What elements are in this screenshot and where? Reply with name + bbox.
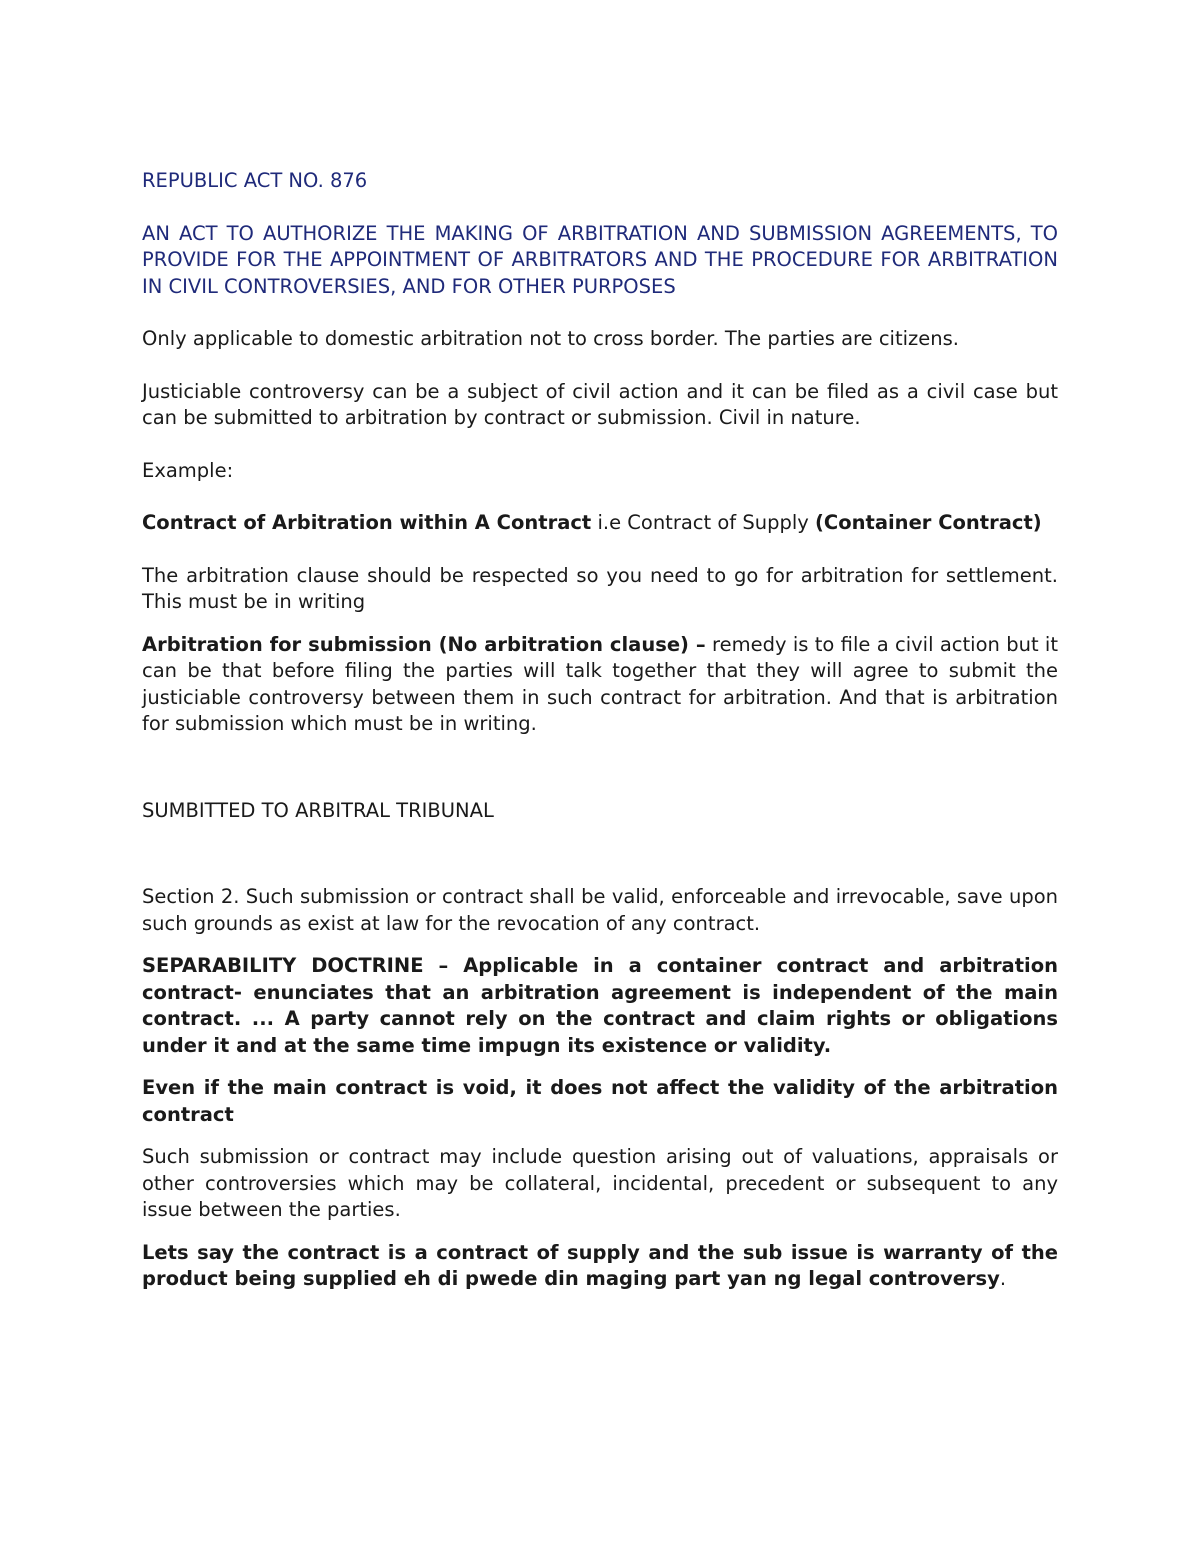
- supply-warranty-paragraph: [142, 1240, 1058, 1293]
- paragraph-justiciable: Justiciable controversy can be a subject of civil action and it can be filed as a civil case but can be submitted to arbitration by contract or submission. Civil in nature.: [142, 379, 1058, 429]
- lets-say-period: .: [999, 1267, 1007, 1290]
- submitted-heading: SUMBITTED TO ARBITRAL TRIBUNAL: [142, 798, 494, 822]
- contract-bold-tail: (Container Contract): [815, 511, 1042, 534]
- contract-bold-lead: Contract of Arbitration within A Contract: [142, 511, 592, 534]
- contract-normal-text: i.e Contract of Supply: [591, 511, 816, 534]
- submission-bold-lead: Arbitration for submission (No arbitration clause) –: [142, 632, 706, 656]
- section-2-paragraph: Section 2. Such submission or contract shall be valid, enforceable and irrevocable, save upon such grounds as exist at law for the revocation of any contract.: [142, 885, 1058, 935]
- separability-doctrine-paragraph: SEPARABILITY DOCTRINE – Applicable in a container contract and arbitration contract- enunciates that an arbitration agreement is independent of the main contract. ... A party cannot rely on the contract and claim rights or obligations under it and at the same time impugn its existence or validity.: [142, 954, 1058, 1057]
- paragraph-arbitration-clause: The arbitration clause should be respected so you need to go for arbitration for settlement. This must be in writing: [142, 563, 1058, 613]
- act-title: AN ACT TO AUTHORIZE THE MAKING OF ARBITRATION AND SUBMISSION AGREEMENTS, TO PROVIDE FOR THE APPOINTMENT OF ARBITRATORS AND THE PROCEDURE FOR ARBITRATION IN CIVIL CONTROVERSIES, AND FOR OTHER PURPOSES: [142, 221, 1058, 298]
- example-label: Example:: [142, 458, 234, 482]
- lets-say-bold-text: Lets say the contract is a contract of supply and the sub issue is warranty of the product being supplied eh di pwede din maging part yan ng legal controversy: [142, 1240, 1058, 1290]
- valuations-paragraph: Such submission or contract may include question arising out of valuations, appraisals or other controversies which may be collateral, incidental, precedent or subsequent to any issue between the parties.: [142, 1145, 1058, 1221]
- paragraph-arbitration-submission: [142, 632, 1058, 738]
- paragraph-container-contract: [142, 510, 1058, 537]
- submission-normal-text: remedy is to file a civil action but it can be that before filing the parties will talk together that they will agree to submit the justiciable controversy between them in such contract for arbitration. And that is arbitration for submission which must be in writing.: [142, 632, 1058, 735]
- paragraph-domestic: Only applicable to domestic arbitration not to cross border. The parties are citizens.: [142, 327, 959, 350]
- document-page: [142, 168, 1058, 1293]
- act-number-heading: REPUBLIC ACT NO. 876: [142, 169, 368, 192]
- void-contract-note: Even if the main contract is void, it does not affect the validity of the arbitration contract: [142, 1076, 1058, 1126]
